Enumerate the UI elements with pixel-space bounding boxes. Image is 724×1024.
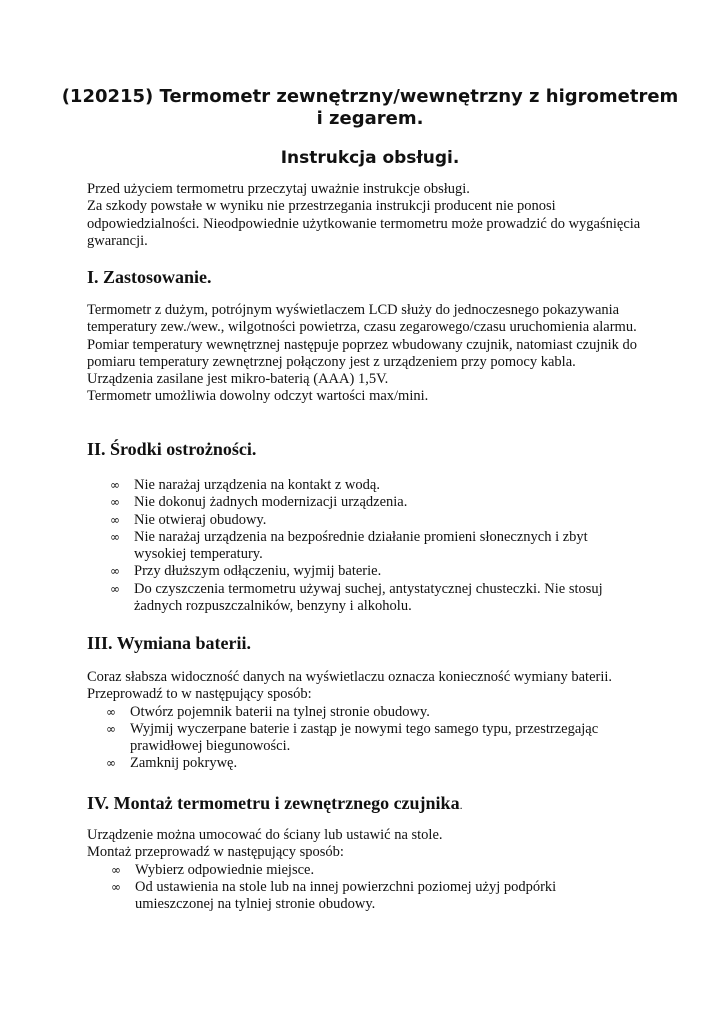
infinity-bullet-icon: ∞ <box>110 581 120 596</box>
intro-block <box>87 181 647 250</box>
precautions-list <box>110 477 630 615</box>
infinity-bullet-icon: ∞ <box>106 704 116 719</box>
list-item: ∞ Od ustawienia na stole lub na innej powierzchni poziomej użyj podpórki umieszczonej na tylniej stronie obudowy. <box>111 878 557 913</box>
paragraph: Termometr umożliwia dowolny odczyt wartości max/mini. <box>87 388 429 405</box>
list-item: ∞ Do czyszczenia termometru używaj suchej, antystatycznej chusteczki. Nie stosuj żadnych rozpuszczalników, benzyny i alkoholu. <box>110 580 603 615</box>
list-item: ∞ Wyjmij wyczerpane baterie i zastąp je nowymi tego samego typu, przestrzegając prawidłowej biegunowości. <box>106 720 599 755</box>
infinity-bullet-icon: ∞ <box>110 512 120 527</box>
section-heading-wymiana-baterii: III. Wymiana baterii. <box>87 633 252 653</box>
intro-line-1: Przed użyciem termometru przeczytaj uważnie instrukcje obsługi. <box>87 181 470 197</box>
infinity-bullet-icon: ∞ <box>111 879 121 894</box>
infinity-bullet-icon: ∞ <box>110 495 120 510</box>
list-item: ∞ Nie dokonuj żadnych modernizacji urządzenia. <box>110 494 408 511</box>
list-item: ∞ Przy dłuższym odłączeniu, wyjmij baterie. <box>110 563 382 580</box>
list-item: ∞ Otwórz pojemnik baterii na tylnej stronie obudowy. <box>106 703 430 720</box>
section-heading-srodki-ostroznosci: II. Środki ostrożności. <box>87 439 257 459</box>
infinity-bullet-icon: ∞ <box>106 756 116 771</box>
section-body-wymiana-baterii <box>87 669 647 773</box>
paragraph: Urządzenie można umocować do ściany lub ustawić na stole. <box>87 827 443 843</box>
section-body-zastosowanie <box>87 302 647 406</box>
list-item: ∞ Nie otwieraj obudowy. <box>110 511 267 528</box>
paragraph: Termometr z dużym, potrójnym wyświetlaczem LCD służy do jednoczesnego pokazywania temperatury zew./wew., wilgotności powietrza, czasu zegarowego/czasu uruchomienia alarmu. <box>87 302 637 336</box>
infinity-bullet-icon: ∞ <box>110 529 120 544</box>
list-item: ∞ Wybierz odpowiednie miejsce. <box>111 861 315 878</box>
list-item: ∞ Zamknij pokrywę. <box>106 755 238 772</box>
infinity-bullet-icon: ∞ <box>110 478 120 492</box>
section-body-montaz <box>87 827 647 913</box>
infinity-bullet-icon: ∞ <box>111 862 121 877</box>
list-item: ∞ Nie narażaj urządzenia na kontakt z wodą. <box>110 477 380 493</box>
paragraph: Przeprowadź to w następujący sposób: <box>87 686 312 703</box>
section-heading-zastosowanie: I. Zastosowanie. <box>87 267 212 287</box>
paragraph: Urządzenia zasilane jest mikro-baterią (AAA) 1,5V. <box>87 371 389 388</box>
infinity-bullet-icon: ∞ <box>106 721 116 736</box>
infinity-bullet-icon: ∞ <box>110 564 120 579</box>
intro-line-2: Za szkody powstałe w wyniku nie przestrzegania instrukcji producent nie ponosi odpowiedzialności. Nieodpowiednie użytkowanie termometru może prowadzić do wygaśnięcia gwarancji. <box>87 198 641 249</box>
section-body-srodki-ostroznosci <box>110 477 630 615</box>
paragraph: Coraz słabsza widoczność danych na wyświetlaczu oznacza konieczność wymiany baterii. <box>87 669 613 685</box>
paragraph: Montaż przeprowadź w następujący sposób: <box>87 844 344 861</box>
document-title: (120215) Termometr zewnętrzny/wewnętrzny z higrometrem i zegarem. <box>61 86 679 129</box>
mounting-steps-list <box>111 862 611 914</box>
paragraph: Pomiar temperatury wewnętrznej następuje poprzez wbudowany czujnik, natomiast czujnik do pomiaru temperatury zewnętrznej połączony jest z urządzeniem przy pomocy kabla. <box>87 336 638 370</box>
battery-steps-list <box>106 704 626 773</box>
document-subtitle: Instrukcja obsługi. <box>280 148 460 168</box>
list-item: ∞ Nie narażaj urządzenia na bezpośrednie działanie promieni słonecznych i zbyt wysokiej temperatury. <box>110 528 588 563</box>
section-heading-montaz: IV. Montaż termometru i zewnętrznego czujnika. <box>87 793 463 813</box>
